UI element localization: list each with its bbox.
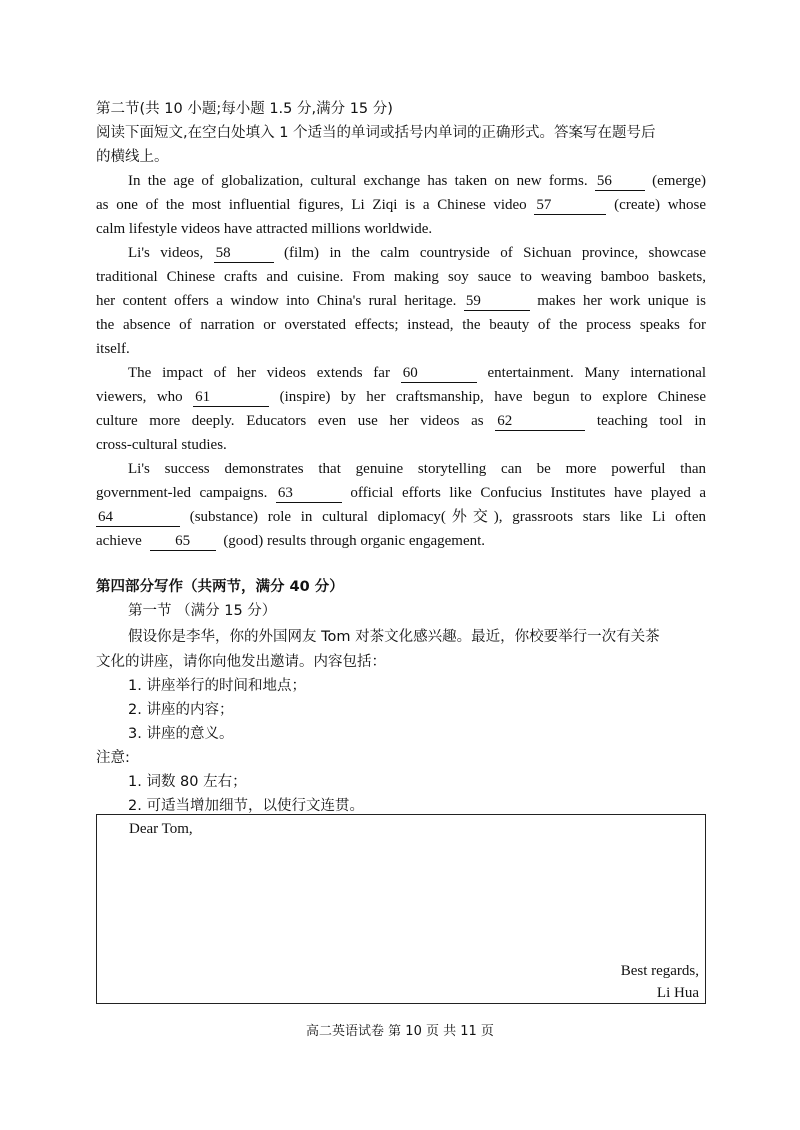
passage-line: viewers, who 61 (inspire) by her craftsmanship, have begun to explore Chinese [96,389,706,405]
passage-line: In the age of globalization, cultural exchange has taken on new forms. 56 (emerge) [128,173,707,189]
passage-line: culture more deeply. Educators even use her videos as 62 teaching tool in [96,413,707,429]
letter-signature: Li Hua [656,985,699,1001]
note-label: 注意: [96,750,130,766]
passage-line: calm lifestyle videos have attracted millions worldwide. [96,221,433,237]
note-item: 1. 词数 80 左右； [128,774,247,790]
blank-58[interactable]: 58 [214,245,274,263]
prompt-line2: 文化的讲座，请你向他发出邀请。内容包括： [96,654,386,670]
blank-56[interactable]: 56 [595,173,645,191]
blank-57[interactable]: 57 [534,197,606,215]
passage-line: as one of the most influential figures, Li Ziqi is a Chinese video 57 (create) whose [96,197,707,213]
passage-line: achieve 65 (good) results through organic engagement. [96,533,486,549]
blank-59[interactable]: 59 [464,293,530,311]
section2-instruction-line1: 阅读下面短文,在空白处填入 1 个适当的单词或括号内单词的正确形式。答案写在题号后 [96,125,656,141]
note-item: 2. 可适当增加细节，以使行文连贯。 [128,798,364,814]
passage-line: her content offers a window into China's rural heritage. 59 makes her work unique is [96,293,707,309]
passage-line: itself. [96,341,130,357]
blank-65[interactable]: 65 [150,533,216,551]
page-footer: 高二英语试卷 第 10 页 共 11 页 [306,1024,494,1039]
passage-line: Li's success demonstrates that genuine storytelling can be more powerful than [128,461,706,477]
letter-closing: Best regards, [620,963,699,979]
letter-greeting: Dear Tom, [129,821,193,837]
passage-line: Li's videos, 58 (film) in the calm countryside of Sichuan province, showcase [128,245,706,261]
part4-title: 第四部分写作（共两节，满分 40 分） [96,579,344,595]
content-item: 1. 讲座举行的时间和地点； [128,678,306,694]
section2-instruction-line2: 的横线上。 [96,149,169,165]
passage-line: 64 (substance) role in cultural diplomacy(外交), grassroots stars like Li often [98,509,706,525]
blank-63[interactable]: 63 [276,485,342,503]
blank-60[interactable]: 60 [401,365,477,383]
passage-line: traditional Chinese crafts and cuisine. From making soy sauce to weaving bamboo baskets, [96,269,706,285]
prompt-line1: 假设你是李华，你的外国网友 Tom 对茶文化感兴趣。最近，你校要举行一次有关茶 [128,629,660,645]
section1-title: 第一节 （满分 15 分） [128,603,277,619]
section2-title: 第二节(共 10 小题;每小题 1.5 分,满分 15 分) [96,101,393,117]
blank-62[interactable]: 62 [495,413,585,431]
content-item: 2. 讲座的内容； [128,702,234,718]
content-item: 3. 讲座的意义。 [128,726,234,742]
passage-line: the absence of narration or overstated effects; instead, the beauty of the process speaks for [96,317,706,333]
passage-line: government-led campaigns. 63 official efforts like Confucius Institutes have played a [96,485,706,501]
blank-61[interactable]: 61 [193,389,269,407]
passage-line: cross-cultural studies. [96,437,227,453]
passage-line: The impact of her videos extends far 60 entertainment. Many international [128,365,707,381]
answer-box[interactable] [96,814,706,1004]
blank-64[interactable]: 64 [96,509,180,527]
